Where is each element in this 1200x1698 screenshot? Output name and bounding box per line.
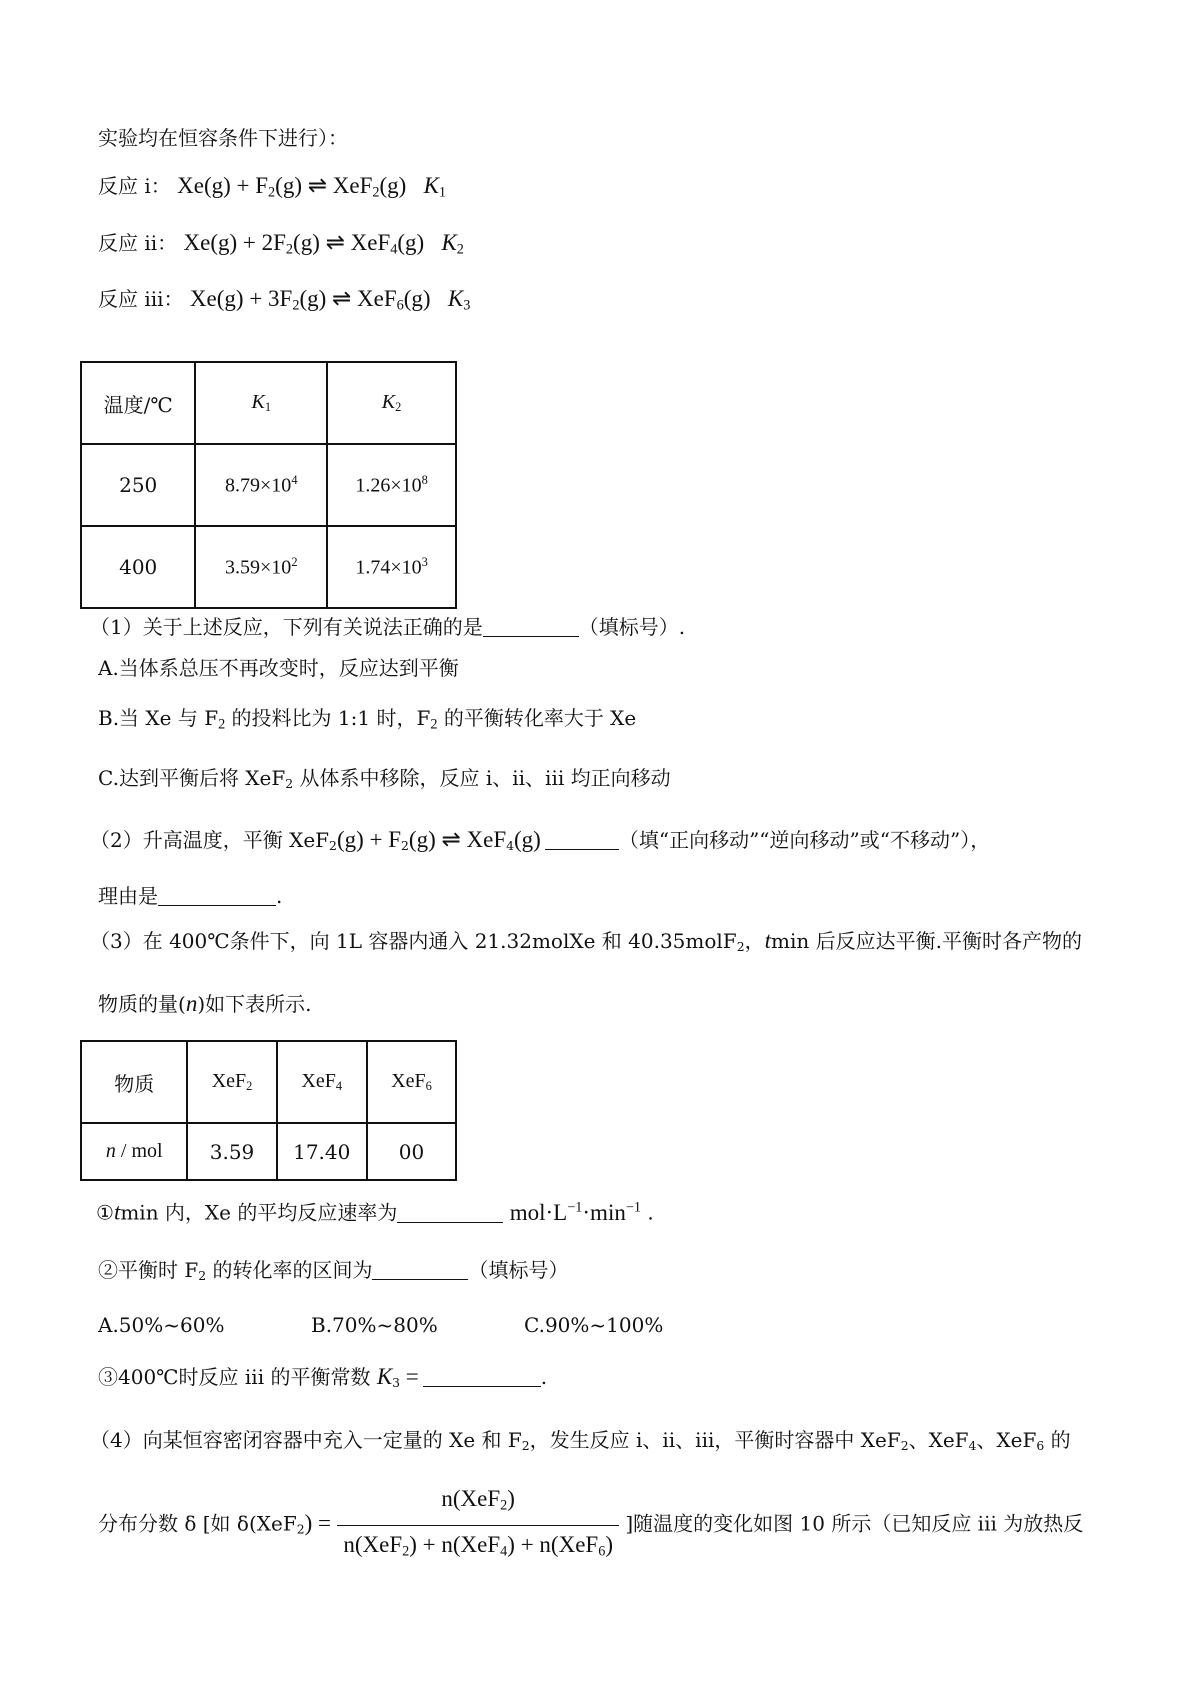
q2-reason-end: . xyxy=(276,884,283,908)
q3-sub3-text: ③400℃时反应 iii 的平衡常数 xyxy=(98,1365,377,1389)
table1-row1-k1-mantissa: 8.79×10 xyxy=(225,474,292,497)
q2-reason xyxy=(98,882,282,910)
q3-stem-part1: （3）在 400℃条件下，向 1L 容器内通入 21.32molXe 和 40.35molF xyxy=(90,929,737,953)
reaction-3-k: K xyxy=(447,286,464,311)
fraction-num-part1: n(XeF xyxy=(441,1486,501,1511)
reaction-2-eq-right: (g) xyxy=(397,230,425,255)
reaction-3-sub2: 6 xyxy=(396,297,404,314)
q4-line1 xyxy=(90,1426,1071,1460)
q3-sub1-blank[interactable] xyxy=(397,1200,503,1223)
q1-stem-end: （填标号）. xyxy=(578,615,686,639)
table1-row1-k2-exp: 8 xyxy=(421,472,428,487)
q4-line1-part1: （4）向某恒容密闭容器中充入一定量的 Xe 和 F xyxy=(90,1428,522,1452)
table1-row2-k1 xyxy=(195,526,327,608)
q3-line2-part1: 物质的量( xyxy=(98,992,186,1016)
q3-sub1-exp1: −1 xyxy=(567,1199,583,1215)
q1-option-b-part2: 的投料比为 1:1 时，F xyxy=(225,706,431,730)
reaction-3-label: 反应 iii： xyxy=(98,287,184,311)
q1-option-c-sub: 2 xyxy=(285,776,294,792)
table1-row1-k1-exp: 4 xyxy=(291,472,298,487)
q3-sub3-end: . xyxy=(540,1365,548,1389)
table-row xyxy=(81,526,456,608)
fraction-den-sub3: 6 xyxy=(598,1543,606,1560)
q4-line2-part1: 分布分数 δ [如 δ(XeF xyxy=(98,1511,297,1536)
fraction-numerator xyxy=(337,1482,619,1526)
table2-row-label-n: n xyxy=(105,1140,116,1162)
q4-line1-part2: ，发生反应 i、ii、iii，平衡时容器中 XeF xyxy=(529,1428,901,1452)
q4-sub3: 4 xyxy=(968,1438,977,1454)
reaction-3-sub1: 2 xyxy=(292,297,300,314)
table2-header-xef2-text: XeF xyxy=(211,1069,247,1092)
q2-answer-blank[interactable] xyxy=(545,827,619,850)
table2-header-xef6 xyxy=(367,1041,456,1123)
q1-option-b-part1: B.当 Xe 与 F xyxy=(98,706,219,730)
q1-option-b xyxy=(98,704,636,739)
q3-sub1-exp2: −1 xyxy=(625,1199,642,1215)
reaction-2 xyxy=(98,229,464,264)
table2-header-xef4 xyxy=(277,1041,367,1123)
table1-row1-k2-mantissa: 1.26×10 xyxy=(355,474,422,497)
q3-stem-line2 xyxy=(98,990,311,1018)
fraction-num-part2: ) xyxy=(507,1486,515,1511)
equilibrium-constant-table xyxy=(80,361,457,609)
reaction-1-eq-right: (g) xyxy=(379,173,407,198)
q1-option-c-part2: 从体系中移除，反应 i、ii、iii 均正向移动 xyxy=(293,766,671,790)
table1-row2-k2-exp: 3 xyxy=(421,554,428,569)
q3-sub1: 2 xyxy=(736,939,745,955)
q3-sub3-eq: = xyxy=(400,1364,419,1389)
reaction-1-eq-left: Xe(g) + F xyxy=(177,173,269,198)
q2-reason-blank[interactable] xyxy=(158,883,276,906)
q4-line2-sub: 2 xyxy=(296,1521,305,1537)
q4-line2 xyxy=(98,1482,1083,1568)
table1-header-row xyxy=(81,362,456,444)
q1-option-c-part1: C.达到平衡后将 XeF xyxy=(98,766,286,790)
table1-row1-k2 xyxy=(327,444,456,526)
reaction-1-label: 反应 i： xyxy=(98,174,171,198)
reaction-1-eq-mid: (g) ⇌ XeF xyxy=(275,173,373,198)
table2-header-xef4-sub: 4 xyxy=(335,1079,343,1094)
fraction-den-part1: n(XeF xyxy=(343,1531,403,1557)
q3-sub2-option-c: C.90%~100% xyxy=(524,1313,664,1337)
q2-reason-label: 理由是 xyxy=(98,884,158,908)
q2-sub2: 2 xyxy=(401,838,409,854)
fraction-den-part2: ) + n(XeF xyxy=(409,1531,501,1557)
reaction-2-ksub: 2 xyxy=(456,241,464,258)
q4-line1-part4: 、XeF xyxy=(976,1428,1037,1452)
q1-stem xyxy=(90,613,685,641)
q4-sub1: 2 xyxy=(521,1438,530,1454)
reaction-2-sub2: 4 xyxy=(390,241,398,258)
q2-sub1: 2 xyxy=(329,838,337,854)
table2-row-label xyxy=(81,1123,187,1180)
q3-sub1-text: min 内，Xe 的平均反应速率为 xyxy=(120,1200,398,1225)
table2-header-xef6-text: XeF xyxy=(391,1069,426,1092)
table2-value-xef6: 00 xyxy=(367,1123,456,1180)
product-amount-table xyxy=(80,1040,457,1181)
reaction-1-ksub: 1 xyxy=(438,184,447,201)
table1-header-k2 xyxy=(327,362,456,444)
q4-line1-part5: 的 xyxy=(1044,1428,1071,1452)
reaction-2-sub1: 2 xyxy=(285,241,294,258)
q2-sub3: 4 xyxy=(506,838,515,854)
table2-header-xef6-sub: 6 xyxy=(425,1079,432,1094)
q1-option-c xyxy=(98,764,671,798)
q3-sub2 xyxy=(98,1256,568,1290)
q2-stem-part3: (g) ⇌ XeF xyxy=(408,827,507,852)
q3-sub1-t: t xyxy=(113,1199,121,1225)
table-row xyxy=(81,444,456,526)
table1-header-temp: 温度/℃ xyxy=(81,362,195,444)
q4-line2-end: ]随温度的变化如图 10 所示（已知反应 iii 为放热反 xyxy=(625,1511,1084,1536)
q3-sub3 xyxy=(98,1363,547,1397)
q2-stem xyxy=(90,826,990,860)
q3-sub1-unit-part1: mol·L xyxy=(509,1199,568,1225)
q3-sub2-blank[interactable] xyxy=(372,1257,468,1280)
q2-stem-end: （填“正向移动”“逆向移动”或“不移动”）， xyxy=(618,828,991,852)
reaction-3-ksub: 3 xyxy=(463,297,471,314)
q3-stem-part3: min 后反应达平衡.平衡时各产物的 xyxy=(770,929,1082,953)
table2-header-substance: 物质 xyxy=(81,1041,187,1123)
q1-option-a: A.当体系总压不再改变时，反应达到平衡 xyxy=(98,656,459,680)
table1-header-k2-sub: 2 xyxy=(395,400,402,415)
reaction-3-eq-left: Xe(g) + 3F xyxy=(189,286,293,311)
q4-line1-part3: 、XeF xyxy=(908,1428,969,1452)
table1-header-k1-sub: 1 xyxy=(264,400,272,415)
reaction-3-eq-mid: (g) ⇌ XeF xyxy=(299,286,397,311)
table1-row2-k2-mantissa: 1.74×10 xyxy=(355,556,422,579)
reaction-3-eq-right: (g) xyxy=(403,286,431,311)
reaction-1-k: K xyxy=(423,173,439,198)
reaction-2-eq-left: Xe(g) + 2F xyxy=(183,230,286,255)
q3-t: t xyxy=(764,928,771,953)
q2-stem-part2: (g) + F xyxy=(336,827,402,852)
q1-answer-blank[interactable] xyxy=(483,614,579,637)
table1-row1-temp: 250 xyxy=(81,444,195,526)
reaction-3 xyxy=(98,285,470,320)
reaction-1-sub1: 2 xyxy=(268,184,276,201)
fraction-den-part3: ) + n(XeF xyxy=(507,1531,599,1557)
q3-stem-part2: ， xyxy=(744,929,765,953)
q4-line2-eq: ) = xyxy=(304,1510,331,1536)
reaction-2-label: 反应 ii： xyxy=(98,231,178,255)
fraction-den-sub2: 4 xyxy=(500,1543,508,1560)
table1-row2-k1-mantissa: 3.59×10 xyxy=(225,556,292,579)
q3-sub1-end: . xyxy=(647,1200,654,1225)
fraction-num-sub: 2 xyxy=(500,1497,508,1514)
q3-sub2-end: （填标号） xyxy=(468,1258,569,1282)
q2-stem-part4: (g) xyxy=(514,827,541,852)
table1-header-k1 xyxy=(195,362,327,444)
q3-n: n xyxy=(185,991,198,1016)
q3-sub1-unit xyxy=(510,1200,641,1225)
q3-stem xyxy=(90,927,1082,961)
table1-row1-k1 xyxy=(195,444,327,526)
reaction-1-sub2: 2 xyxy=(372,184,380,201)
table1-row2-k1-exp: 2 xyxy=(291,554,298,569)
fraction-denominator xyxy=(337,1526,619,1569)
q3-sub2-sub: 2 xyxy=(198,1268,207,1284)
q1-option-b-part3: 的平衡转化率大于 Xe xyxy=(437,706,637,730)
q3-sub1-unit-part2: ·min xyxy=(582,1199,626,1225)
table2-value-xef2: 3.59 xyxy=(187,1123,276,1180)
q3-sub3-k: K xyxy=(376,1364,393,1389)
table2-header-row xyxy=(81,1041,456,1123)
q3-sub1-marker: ① xyxy=(96,1200,114,1225)
q1-option-b-sub2: 2 xyxy=(430,716,438,733)
fraction-den-part4: ) xyxy=(605,1531,613,1557)
table1-row2-temp: 400 xyxy=(81,526,195,608)
reaction-1 xyxy=(98,172,446,207)
q4-sub4: 6 xyxy=(1036,1438,1045,1454)
q4-sub2: 2 xyxy=(900,1438,909,1454)
table2-header-xef4-text: XeF xyxy=(301,1069,336,1092)
reaction-2-k: K xyxy=(441,230,457,255)
q2-stem-part1: （2）升高温度，平衡 XeF xyxy=(90,828,330,852)
q3-sub2-part1: ②平衡时 F xyxy=(98,1258,199,1282)
table2-header-xef2-sub: 2 xyxy=(246,1079,253,1094)
table2-row-label-unit: / mol xyxy=(115,1140,163,1162)
q3-sub2-part2: 的转化率的区间为 xyxy=(206,1258,373,1282)
fraction-den-sub1: 2 xyxy=(402,1543,410,1560)
reaction-2-eq-mid: (g) ⇌ XeF xyxy=(293,230,391,255)
table1-row2-k2 xyxy=(327,526,456,608)
q1-option-b-sub1: 2 xyxy=(218,716,226,733)
q1-stem-text: （1）关于上述反应，下列有关说法正确的是 xyxy=(90,615,483,639)
q3-sub2-option-b: B.70%~80% xyxy=(311,1313,438,1337)
distribution-fraction xyxy=(337,1482,619,1568)
q3-sub3-blank[interactable] xyxy=(423,1364,541,1387)
table1-header-k2-symbol: K xyxy=(381,390,396,413)
table1-header-k1-symbol: K xyxy=(251,390,265,413)
table2-header-xef2 xyxy=(187,1041,276,1123)
q3-line2-part2: )如下表所示. xyxy=(197,992,312,1016)
table-row xyxy=(81,1123,456,1180)
q3-sub3-sub: 3 xyxy=(392,1375,401,1391)
table2-value-xef4: 17.40 xyxy=(277,1123,367,1180)
intro-text: 实验均在恒容条件下进行）： xyxy=(98,126,348,150)
q3-sub1 xyxy=(96,1193,654,1227)
q3-sub2-option-a: A.50%~60% xyxy=(98,1313,225,1337)
